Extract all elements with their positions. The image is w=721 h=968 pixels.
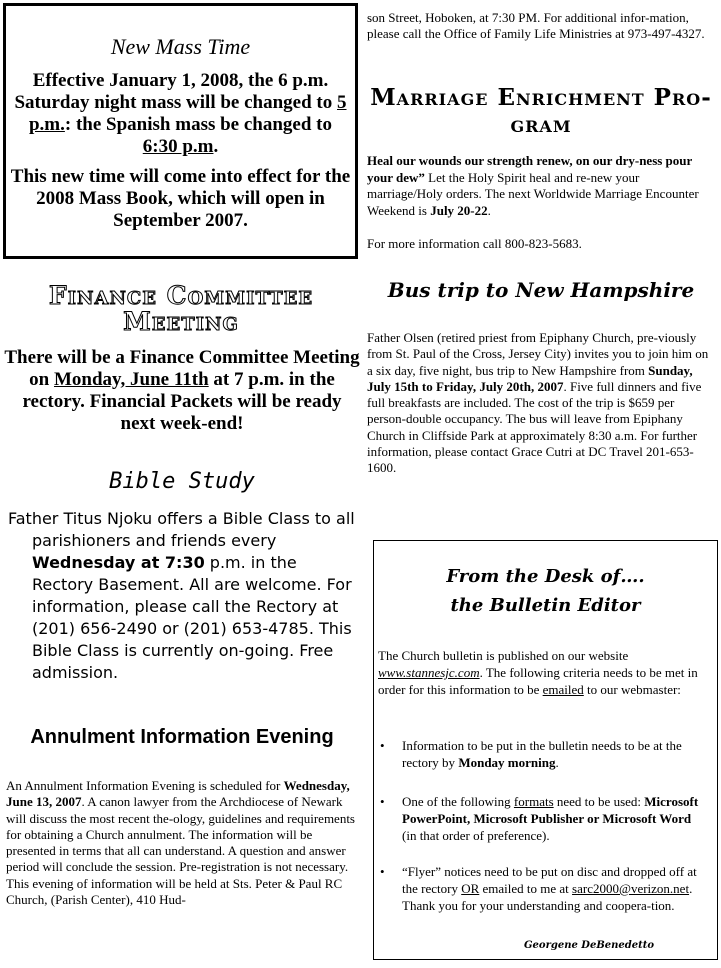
new-mass-time-box [3,3,358,259]
editor-intro [378,647,708,698]
b3-end: . [689,881,693,896]
marriage-title-line-2: gram [510,111,572,138]
b2-software: Microsoft PowerPoint, Microsoft Publisher or Microsoft Word [402,794,699,826]
bible-study-title: Bible Study [109,469,255,494]
emailed-word: emailed [542,682,584,697]
bible-text-end: p.m. in the Rectory Basement. All are welcome. For information, please call the Rectory at (201) 656-2490 or (201) 653-4785. This Bible Class is currently on-going. Free admission. [32,553,352,682]
bus-dates: Sunday, July 15th to Friday, July 20th, 2007 [367,362,693,394]
criteria-text [378,863,708,914]
mass-title: New Mass Time [110,34,251,59]
mass-paragraph-2: This new time will come into effect for the 2008 Mass Book, which will open in September 2007. [10,166,351,231]
criteria-text [378,793,708,844]
b2-end: (in that order of preference). [402,828,550,843]
email-link[interactable]: sarc2000@verizon.net [572,881,690,896]
marriage-enrichment-title [362,84,720,138]
annulment-continuation: son Street, Hoboken, at 7:30 PM. For additional infor-mation, please call the Office of Family Life Ministries at 973-497-4327. [367,10,705,41]
b2-mid: need to be used: [553,794,645,809]
finance-title [0,283,362,335]
mass-paragraph-1 [10,70,351,158]
b1-text: Information to be put in the bulletin needs to be at the rectory by [402,738,682,770]
finance-title-line-2: Meeting [123,307,239,336]
annulment-body [6,778,358,908]
annulment-title: Annulment Information Evening [30,726,334,748]
bulletin-editor-box [373,540,718,960]
bible-study-body [8,508,358,684]
bullet-icon: • [380,794,385,809]
editor-intro-end: to our webmaster: [583,682,681,697]
b2-text: One of the following [402,794,514,809]
criteria-item [378,793,708,844]
criteria-item [378,863,708,914]
marriage-text-end: . [487,202,491,218]
annulment-text: An Annulment Information Evening is scheduled for [6,778,284,793]
bible-day-time: Wednesday at 7:30 [32,553,205,572]
criteria-text [378,737,708,771]
mass-time-saturday: 5 p.m. [28,92,347,135]
marriage-text: Let the Holy Spirit heal and re-new your marriage/Holy orders. The next Worldwide Marriage Encounter Weekend is [367,169,699,218]
annulment-text-end: . A canon lawyer from the Archdiocese of Newark will discuss the most recent the-ology, guidelines and requirements for obtaining a Church annulment. The information will be presented in terms that all can understand. A question and answer period will conclude the session. Pre-registration is not necessary. This evening of information will be held at Sts. Peter & Paul RC Church, (Parish Center), 410 Hud- [6,794,355,908]
editor-title-line-2: the Bulletin Editor [450,595,641,616]
editor-intro-mid: . The following criteria needs to be met in order for this information to be [378,665,698,697]
criteria-item [378,737,708,771]
b1-deadline: Monday morning [458,755,556,770]
mass-p1-mid: : the Spanish mass be changed to [64,114,332,135]
bus-trip-body [367,330,715,477]
editor-title-line-1: From the Desk of…. [446,566,645,587]
bus-text-end: . Five full dinners and five full breakfasts are included. The cost of the trip is $659 per person-double occupancy. The bus will leave from Epiphany Church in Cliffside Park at approximately 8:30 a.m. For further information, please contact Grace Cutri at DC Travel 201-653-1600. [367,378,702,476]
marriage-body [367,153,715,219]
marriage-quote: Heal our wounds our strength renew, on our dry-ness pour your dew” [367,153,693,185]
b3-mid: emailed to me at [479,881,573,896]
b3-text: “Flyer” notices need to be put on disc and dropped off at the rectory [402,864,697,896]
mass-time-spanish: 6:30 p.m [142,136,214,157]
finance-date: Monday, June 11th [53,369,209,390]
editor-signature: Georgene DeBenedetto [524,940,655,951]
bus-text: Father Olsen (retired priest from Epiphany Church, pre-viously from St. Paul of the Cross, Jersey City) invites you to join him on a six day, five night, bus trip to New Hampshire from [367,330,709,378]
b1-end: . [555,755,559,770]
marriage-date: July 20-22 [430,202,488,218]
marriage-contact: For more information call 800-823-5683. [367,236,582,251]
bullet-icon: • [380,864,385,879]
finance-body-text: There will be a Finance Committee Meeting on [4,347,360,390]
finance-body [4,347,360,435]
b3-or: OR [461,881,480,896]
thanks-text: Thank you for your understanding and coopera-tion. [402,898,675,913]
finance-body-end: at 7 p.m. in the rectory. Financial Packets will be ready next week-end! [22,369,342,434]
bible-text: Father Titus Njoku offers a Bible Class to all parishioners and friends every [8,509,355,550]
bus-trip-title: Bus trip to New Hampshire [387,278,695,302]
mass-p1-text: Effective January 1, 2008, the 6 p.m. Saturday night mass will be changed to [14,70,338,113]
b2-formats: formats [513,794,554,809]
finance-title-line-1: Finance Committee [48,281,314,310]
website-link[interactable]: www.stannesjc.com [378,665,480,680]
mass-p1-end: . [213,136,219,157]
editor-intro-text: The Church bulletin is published on our website [378,648,629,663]
marriage-title-line-1: Marriage Enrichment Pro- [370,84,712,111]
annulment-date: Wednesday, June 13, 2007 [6,778,350,810]
bullet-icon: • [380,738,385,753]
